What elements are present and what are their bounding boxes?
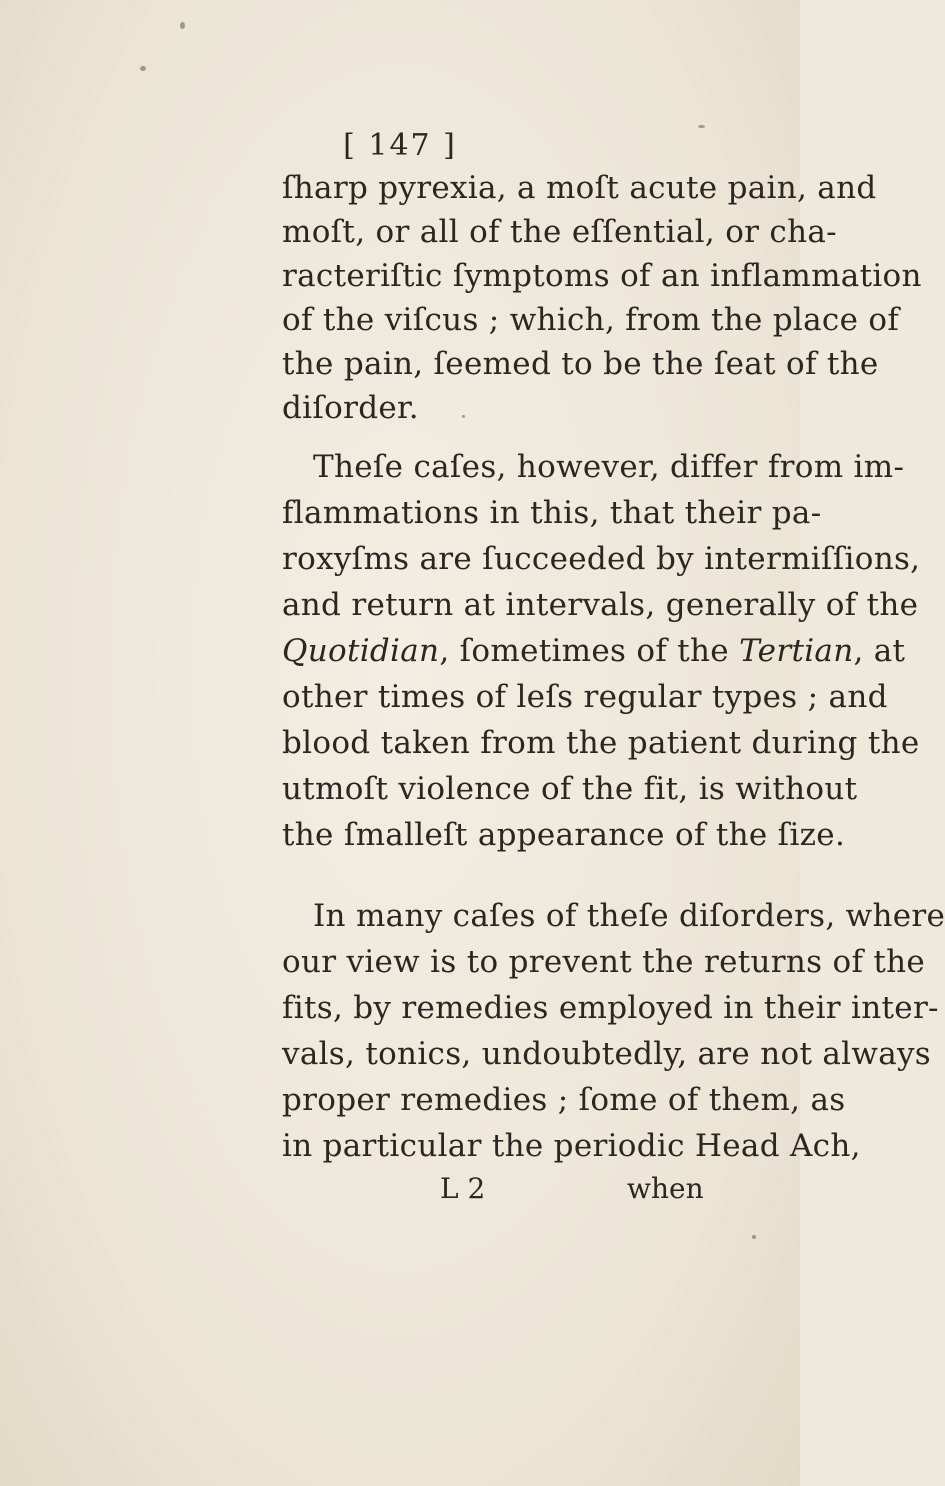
text-line: our view is to prevent the returns of the bbox=[282, 944, 926, 980]
text-line: flammations in this, that their pa- bbox=[282, 495, 822, 531]
text-line: vals, tonics, undoubtedly, are not always bbox=[282, 1036, 931, 1072]
text-line: proper remedies ; ſome of them, as bbox=[282, 1082, 846, 1118]
paper-speck bbox=[140, 66, 146, 71]
text-line: racteriſtic ſymptoms of an inflammation bbox=[282, 258, 922, 294]
text-line: moſt, or all of the eſſential, or cha- bbox=[282, 214, 837, 250]
text-line: the pain, ſeemed to be the ſeat of the bbox=[282, 346, 879, 382]
text-line: Quotidian, ſometimes of the Tertian, at bbox=[282, 633, 906, 669]
text-line: ſharp pyrexia, a moſt acute pain, and bbox=[282, 170, 877, 206]
paper-speck bbox=[698, 125, 705, 128]
text-line: the ſmalleſt appearance of the ſize. bbox=[282, 817, 846, 853]
text-line: utmoſt violence of the fit, is without bbox=[282, 771, 858, 807]
tertian-italic: Tertian bbox=[739, 633, 854, 669]
paper-speck bbox=[180, 22, 185, 29]
text-line: other times of leſs regular types ; and bbox=[282, 679, 888, 715]
paper-speck bbox=[752, 1235, 756, 1239]
text-line: diſorder. bbox=[282, 390, 419, 426]
text-line: in particular the periodic Head Ach, bbox=[282, 1128, 861, 1164]
paper-speck bbox=[462, 415, 465, 418]
quotidian-italic: Quotidian bbox=[282, 633, 440, 669]
text-line: fits, by remedies employed in their inter- bbox=[282, 990, 939, 1026]
text-line: In many caſes of theſe diſorders, where bbox=[313, 898, 945, 934]
catchword: when bbox=[627, 1172, 704, 1205]
text-line: blood taken from the patient during the bbox=[282, 725, 920, 761]
text-line: and return at intervals, generally of the bbox=[282, 587, 919, 623]
text-line: roxyſms are ſucceeded by intermiſſions, bbox=[282, 541, 921, 577]
page-number-header: [ 147 ] bbox=[343, 128, 457, 163]
signature-mark: L 2 bbox=[440, 1172, 486, 1205]
text-line: of the viſcus ; which, from the place of bbox=[282, 302, 900, 338]
text-line: Theſe caſes, however, differ from im- bbox=[313, 449, 905, 485]
